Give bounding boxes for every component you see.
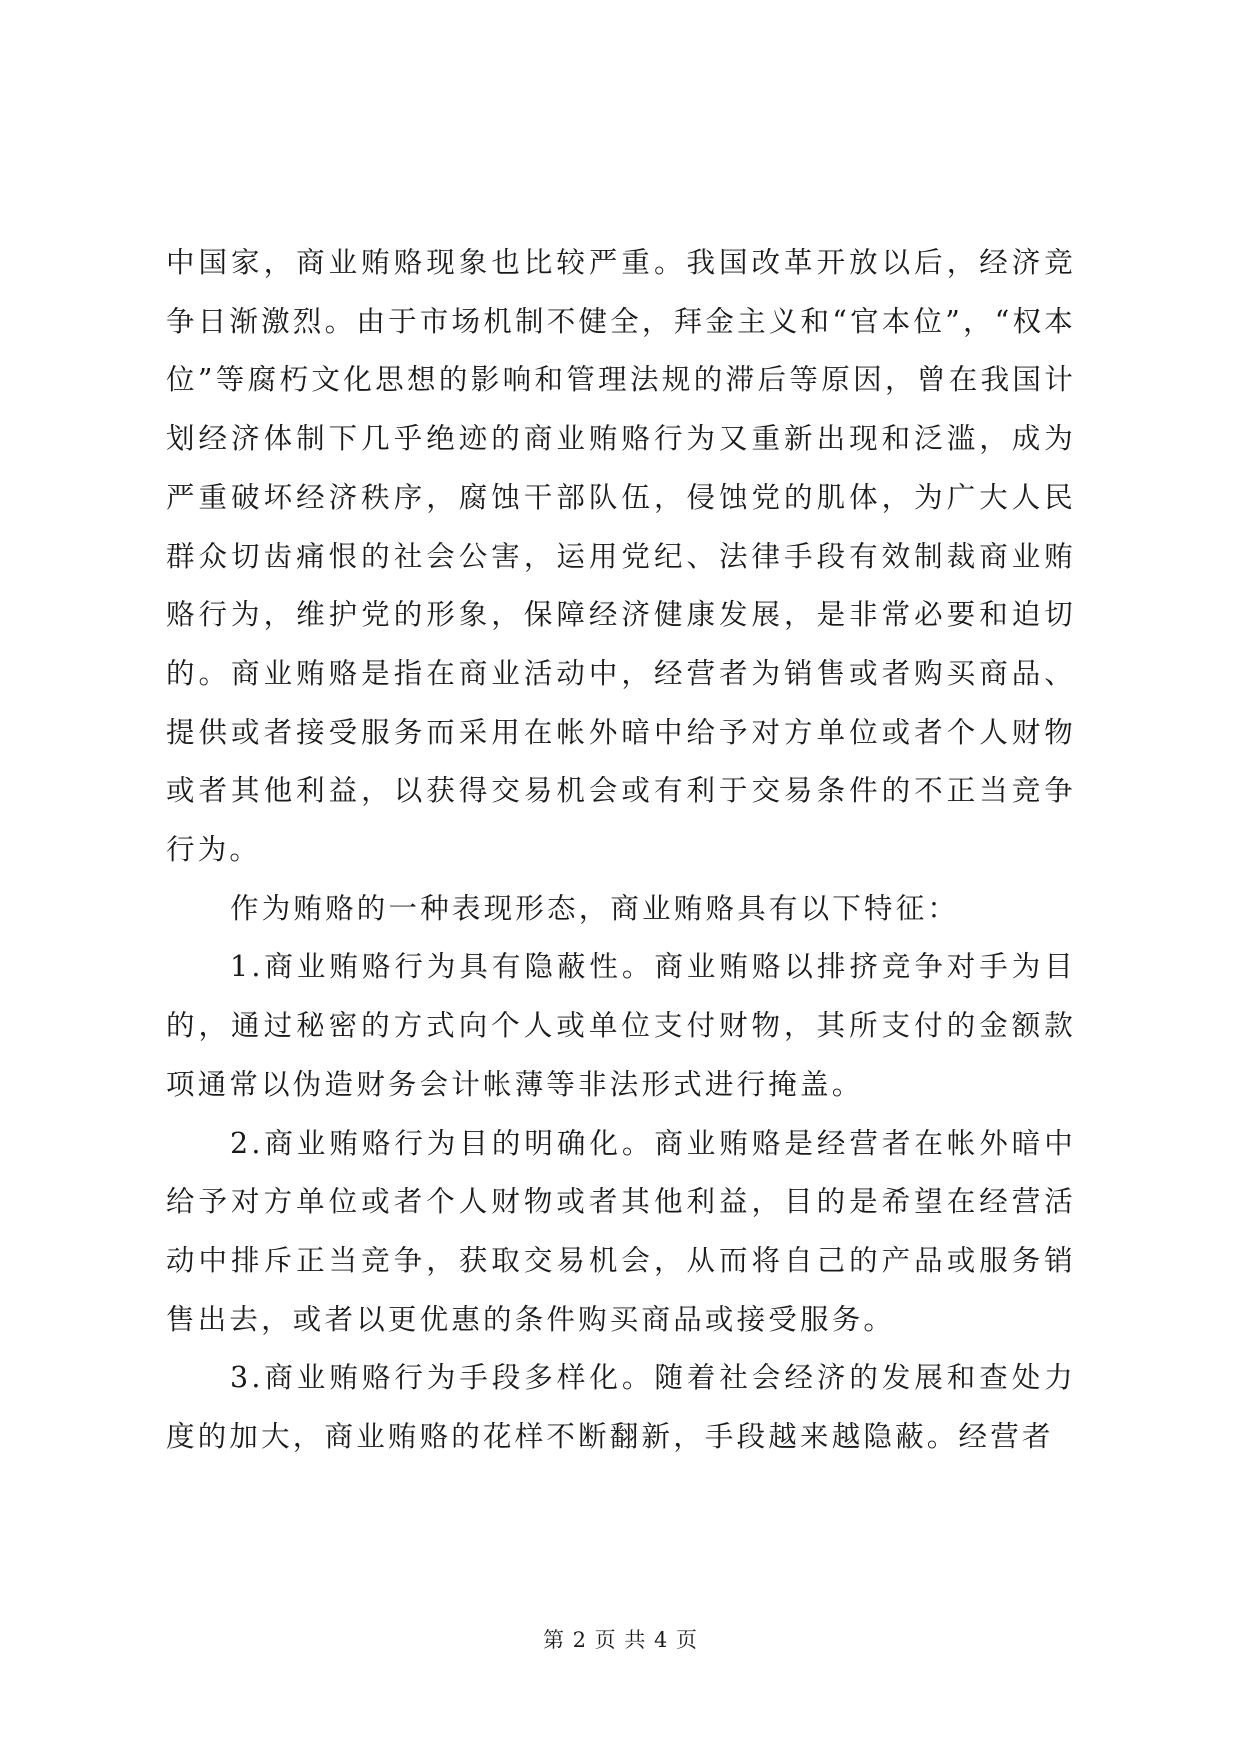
- document-body: [166, 234, 1076, 1467]
- paragraph-point-3: 3.商业贿赂行为手段多样化。随着社会经济的发展和查处力度的加大，商业贿赂的花样不断翻新，手段越来越隐蔽。经营者: [166, 1361, 1076, 1454]
- paragraph-point-2: 2.商业贿赂行为目的明确化。商业贿赂是经营者在帐外暗中给予对方单位或者个人财物或者其他利益，目的是希望在经营活动中排斥正当竞争，获取交易机会，从而将自己的产品或服务销售出去，或者以更优惠的条件购买商品或接受服务。: [166, 1126, 1076, 1336]
- paragraph-characteristics-intro: 作为贿赂的一种表现形态，商业贿赂具有以下特征：: [230, 891, 960, 925]
- paragraph-point-1: 1.商业贿赂行为具有隐蔽性。商业贿赂以排挤竞争对手为目的，通过秘密的方式向个人或单位支付财物，其所支付的金额款项通常以伪造财务会计帐薄等非法形式进行掩盖。: [166, 950, 1076, 1101]
- page-number-footer: 第 2 页 共 4 页: [542, 1628, 699, 1652]
- paragraph-continuation: 中国家，商业贿赂现象也比较严重。我国改革开放以后，经济竞争日渐激烈。由于市场机制不健全，拜金主义和“官本位”，“权本位”等腐朽文化思想的影响和管理法规的滞后等原因，曾在我国计划经济体制下几乎绝迹的商业贿赂行为又重新出现和泛滥，成为严重破坏经济秩序，腐蚀干部队伍，侵蚀党的肌体，为广大人民群众切齿痛恨的社会公害，运用党纪、法律手段有效制裁商业贿赂行为，维护党的形象，保障经济健康发展，是非常必要和迫切的。商业贿赂是指在商业活动中，经营者为销售或者购买商品、提供或者接受服务而采用在帐外暗中给予对方单位或者个人财物或者其他利益，以获得交易机会或有利于交易条件的不正当竞争行为。: [166, 246, 1076, 867]
